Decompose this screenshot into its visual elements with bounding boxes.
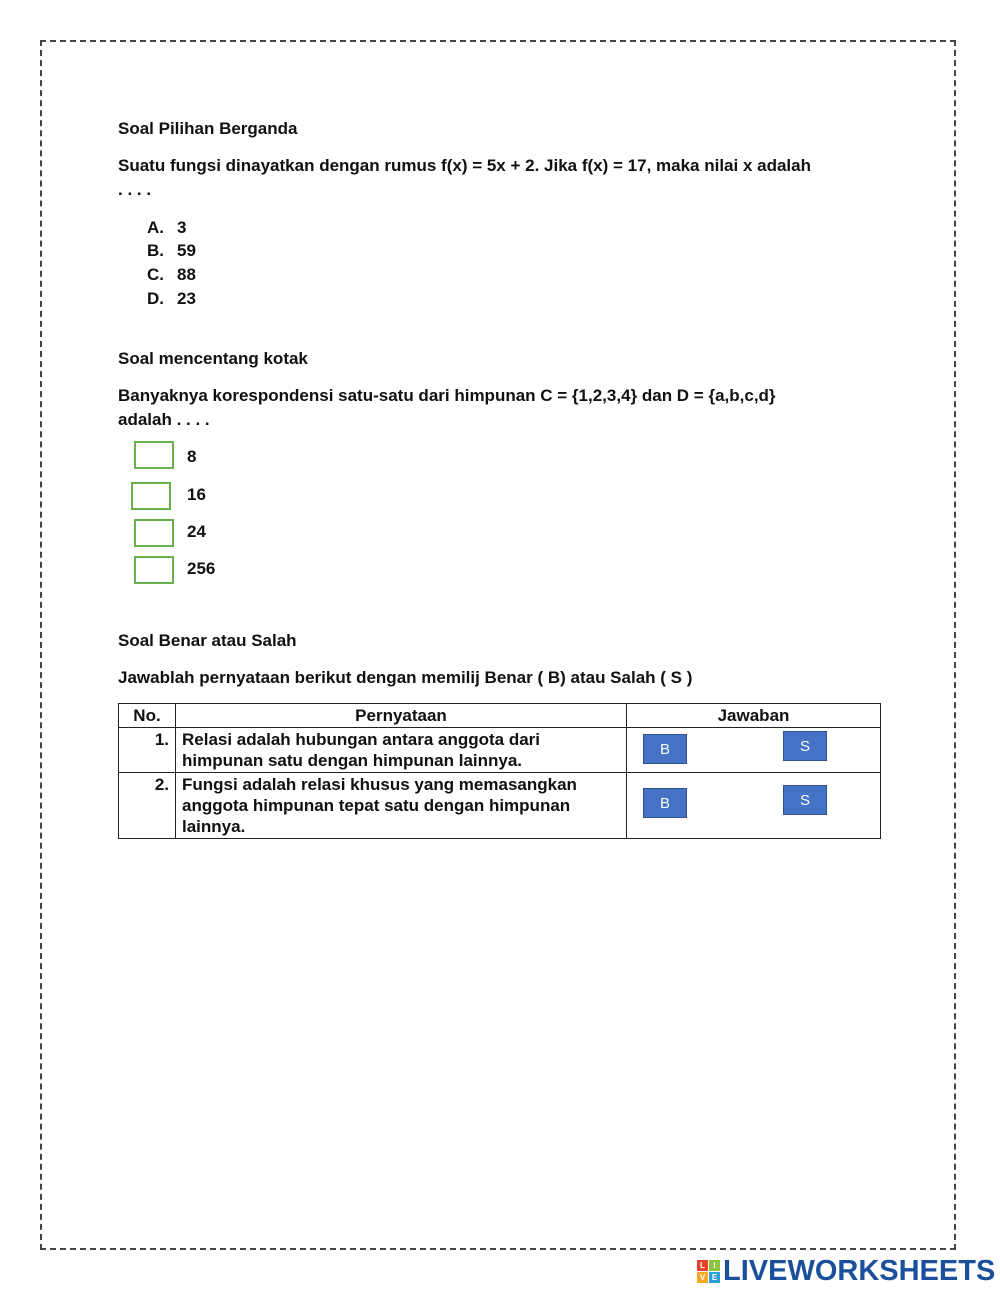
row-statement xyxy=(176,728,627,773)
row-answer xyxy=(627,728,881,773)
logo-squares-icon xyxy=(697,1260,720,1283)
answer-b-button[interactable]: B xyxy=(643,734,687,764)
header-no: No. xyxy=(119,704,176,728)
checkbox-label-4: 256 xyxy=(187,559,216,578)
logo-square: E xyxy=(709,1272,720,1283)
checkbox-label-1: 8 xyxy=(187,447,197,466)
liveworksheets-logo xyxy=(697,1256,995,1286)
section1-heading: Soal Pilihan Berganda xyxy=(118,119,298,138)
checkbox-option-3[interactable] xyxy=(134,519,174,547)
row-answer xyxy=(627,773,881,839)
section1-question-line2: . . . . xyxy=(118,180,152,199)
statement-line: himpunan satu dengan himpunan lainnya. xyxy=(182,751,523,770)
answer-s-button[interactable]: S xyxy=(783,785,827,815)
option-letter: D. xyxy=(147,289,164,308)
row-number: 1. xyxy=(119,728,176,773)
logo-square: I xyxy=(709,1260,720,1271)
statement-line: Relasi adalah hubungan antara anggota dari xyxy=(182,730,541,749)
header-statement: Pernyataan xyxy=(176,704,627,728)
section1-question-line1: Suatu fungsi dinayatkan dengan rumus f(x) = 5x + 2. Jika f(x) = 17, maka nilai x adalah xyxy=(118,156,811,175)
answer-b-button[interactable]: B xyxy=(643,788,687,818)
section2-question-line2: adalah . . . . xyxy=(118,410,210,429)
section2-question-line1: Banyaknya korespondensi satu-satu dari himpunan C = {1,2,3,4} dan D = {a,b,c,d} xyxy=(118,386,776,405)
section3-instruction: Jawablah pernyataan berikut dengan memilij Benar ( B) atau Salah ( S ) xyxy=(118,668,693,687)
row-number: 2. xyxy=(119,773,176,839)
true-false-table xyxy=(118,703,881,839)
logo-square: V xyxy=(697,1272,708,1283)
checkbox-option-2[interactable] xyxy=(131,482,171,510)
logo-square: L xyxy=(697,1260,708,1271)
checkbox-option-1[interactable] xyxy=(134,441,174,469)
checkbox-option-4[interactable] xyxy=(134,556,174,584)
option-letter: A. xyxy=(147,218,164,237)
statement-line: Fungsi adalah relasi khusus yang memasangkan xyxy=(182,775,577,794)
section2-heading: Soal mencentang kotak xyxy=(118,349,308,368)
row-statement xyxy=(176,773,627,839)
checkbox-label-2: 16 xyxy=(187,485,206,504)
option-value: 59 xyxy=(177,241,196,260)
statement-line: anggota himpunan tepat satu dengan himpunan xyxy=(182,796,571,815)
option-value: 3 xyxy=(177,218,187,237)
option-letter: B. xyxy=(147,241,164,260)
option-letter: C. xyxy=(147,265,164,284)
header-answer: Jawaban xyxy=(627,704,881,728)
option-value: 23 xyxy=(177,289,196,308)
checkbox-label-3: 24 xyxy=(187,522,206,541)
answer-s-button[interactable]: S xyxy=(783,731,827,761)
section3-heading: Soal Benar atau Salah xyxy=(118,631,297,650)
table-header-row xyxy=(119,704,881,728)
option-value: 88 xyxy=(177,265,196,284)
statement-line: lainnya. xyxy=(182,817,246,836)
logo-text: LIVEWORKSHEETS xyxy=(723,1254,996,1287)
table-row xyxy=(119,773,881,839)
table-row xyxy=(119,728,881,773)
